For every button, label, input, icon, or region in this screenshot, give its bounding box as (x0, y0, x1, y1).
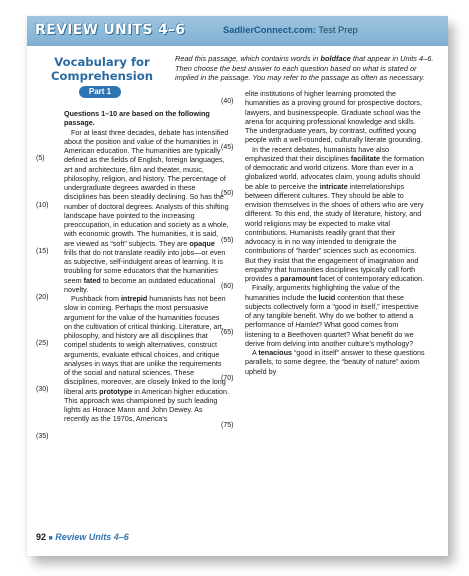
page-footer (36, 532, 129, 542)
vocabulary-heading (41, 55, 163, 83)
paragraph-text: For at least three decades, debate has intensified about the position and value of the humanities in American education. The humanities are typically defined as the fields of English, foreign languages, art and architecture, film and theater, music, philosophy, religion, and history. The percentage of undergraduate degrees awarded in these disciplines has been steadily declining. So has the number of doctoral degrees. Analysts of this shifting landscape have pointed to the increasing preoccupation, in education and society as a whole, with economic growth. The humanities, it is said, are viewed as “soft” subjects. They are (64, 127, 229, 248)
site-suffix: Test Prep (316, 25, 358, 35)
line-number: (30) (36, 386, 49, 393)
vocab-word-intrepid: intrepid (120, 294, 148, 303)
paragraph-text: Finally, arguments highlighting the value of the humanities include the (245, 283, 400, 302)
vocab-word-lucid: lucid (318, 292, 336, 302)
line-number: (55) (221, 237, 234, 244)
passage-intro: Questions 1–10 are based on the following passage. (64, 109, 210, 128)
site-line (223, 25, 358, 35)
instructions (175, 54, 437, 83)
paragraph-2 (64, 294, 229, 424)
paragraph-text: ? What good comes from listening to a Beethoven quartet? What benefit do we derive from delving into another culture’s mythology? (245, 320, 414, 348)
instructions-text-b: that appear in Units 4–6. Then choose the best answer to each question based on what is stated or implied in the passage. You may refer to the passage as often as necessary. (175, 54, 434, 83)
paragraph-text: contention that these subjects collectively form a “good in itself,” irrespective of any tangible benefit. Why do we bother to attend a performance of (245, 292, 419, 330)
vocabulary-heading-line2: Comprehension (51, 69, 153, 83)
instructions-bold-word: boldface (320, 54, 351, 63)
section-title: REVIEW UNITS 4–6 (35, 22, 186, 38)
paragraph-text: A (252, 348, 259, 357)
line-number: (70) (221, 375, 234, 382)
line-number: (40) (221, 98, 234, 105)
line-number: (15) (36, 248, 49, 255)
paragraph-text: to become an outdated educational novelty. (64, 275, 216, 294)
vocab-word-opaque: opaque (189, 238, 215, 248)
instructions-text-a: Read this passage, which contains words in (175, 54, 321, 63)
line-number: (75) (221, 422, 234, 429)
workbook-page (27, 16, 448, 556)
footer-bullet-icon: ■ (48, 535, 53, 542)
line-number: (25) (36, 340, 49, 347)
line-number: (10) (36, 202, 49, 209)
vocab-word-intricate: intricate (319, 181, 348, 191)
vocab-word-facilitate: facilitate (350, 153, 381, 163)
line-number: (45) (221, 144, 234, 151)
line-number: (50) (221, 190, 234, 197)
vocabulary-heading-line1: Vocabulary for (54, 55, 150, 69)
paragraph-text: interrelationships between different cultures. They should be able to envision themselves in the shoes of others who are very different. To this end, the study of literature, history, and world religions may be expected to make vital contributions. Humanists readily grant that their advocacy is in no way intended to denigrate the contributions of “harder” sciences such as economics. But they insist that the engagement of imagination and empathy that humanities disciplines typically call forth provides a (245, 181, 424, 283)
page-number: 92 (36, 532, 47, 542)
vocab-word-fated: fated (83, 275, 101, 285)
line-number: (60) (221, 283, 234, 290)
line-number: (20) (36, 294, 49, 301)
line-number: (5) (36, 155, 45, 162)
passage-left-column (64, 109, 229, 424)
paragraph-6 (245, 348, 425, 376)
line-number: (65) (221, 329, 234, 336)
vocab-word-tenacious: tenacious (258, 348, 292, 357)
paragraph-text: Pushback from (71, 294, 121, 303)
paragraph-5 (245, 283, 425, 348)
title-hamlet: Hamlet (295, 320, 319, 330)
footer-section: Review Units 4–6 (55, 532, 129, 542)
paragraph-text: In the recent debates, humanists have also emphasized that their disciplines (245, 144, 390, 163)
paragraph-text: the formation of democratic and world citizens. More than ever in a globalized world, advocates claim, young adults should be able to perceive the (245, 153, 424, 191)
passage-right-column (245, 89, 425, 376)
paragraph-3: elite institutions of higher learning promoted the humanities as a proving ground for prospective doctors, lawyers, and businesspeople. Graduate school was the arena for acquiring professional knowledge and skills. The undergraduate years, by contrast, outfitted young people with a well-rounded, culturally literate grounding. (245, 89, 423, 145)
paragraph-text: in American higher education. This approach was championed by such leading lights as Horace Mann and John Dewey. As recently as the 1970s, America’s (64, 386, 229, 424)
paragraph-1 (64, 128, 229, 295)
vocab-word-paramount: paramount (280, 274, 318, 283)
paragraph-text: “good in itself” answer to these questions parallels, to some degree, the “beauty of nature” axiom upheld by (245, 348, 425, 376)
paragraph-text: frills that do not translate readily into jobs—or even as subjective, self-indulgent areas of learning. It is troubling for some educators that the humanities seem (64, 247, 226, 285)
paragraph-text: humanists has not been slow in coming. Perhaps the most persuasive argument for the value of the humanities focuses on the cultivation of critical thinking. Literature, art, philosophy, and history are all disciplines that compel students to weigh alternatives, construct arguments, evaluate ethical choices, and critique analyses in ways that are unlike the requirements of the social and natural sciences. These disciplines, moreover, are closely linked to the long liberal arts (64, 294, 226, 396)
vocab-word-prototype: prototype (99, 386, 133, 396)
header-banner (27, 16, 448, 46)
paragraph-4 (245, 145, 425, 284)
part-badge: Part 1 (79, 86, 121, 98)
paragraph-text: facet of contemporary education. (317, 274, 424, 283)
site-name: SadlierConnect.com: (223, 25, 316, 35)
line-number: (35) (36, 433, 49, 440)
